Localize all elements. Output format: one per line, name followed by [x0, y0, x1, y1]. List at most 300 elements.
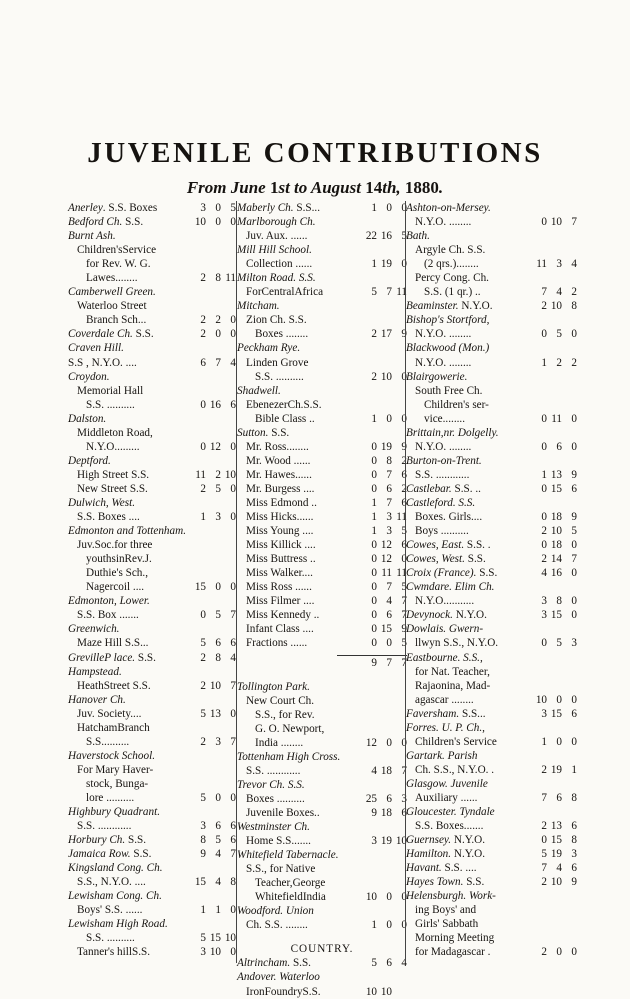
entry-heading: Kingsland Cong. Ch. [68, 862, 163, 875]
entry-subline: New Court Ch. [246, 694, 315, 707]
amount-pounds: 15 [194, 581, 206, 594]
entry-heading: Helensburgh. Work- [406, 890, 496, 903]
amount-shillings: 8 [556, 595, 562, 608]
contribution-entry [406, 468, 577, 482]
amount-pounds: 1 [371, 258, 377, 271]
amount-shillings: 0 [556, 946, 562, 959]
entry-label: Mr. Burgess .... [246, 482, 315, 495]
entry-label: Home S.S....... [246, 835, 311, 848]
entry-label: Anerley. S.S. Boxes [68, 202, 158, 214]
entry-label: Collection ...... [246, 258, 313, 271]
amount-pence: 11 [396, 511, 407, 524]
amount-pence: 10 [224, 932, 236, 945]
entry-amount [525, 482, 577, 496]
amount-pounds: 7 [541, 862, 547, 875]
entry-label: GrevilleP lace. S.S. [68, 651, 156, 664]
entry-label: Bedford Ch. S.S. [68, 216, 144, 229]
entry-amount [355, 285, 407, 299]
amount-shillings: 7 [386, 286, 392, 299]
contribution-entry [68, 580, 236, 594]
entry-heading: Glasgow. Juvenile [406, 777, 488, 790]
amount-shillings: 12 [380, 553, 392, 566]
amount-pounds: 0 [371, 623, 377, 636]
entry-subline: Linden Grove [246, 356, 309, 369]
entry-amount [355, 764, 407, 778]
amount-shillings: 15 [380, 623, 392, 636]
amount-pounds: 10 [535, 693, 547, 706]
amount-pounds: 0 [371, 609, 377, 622]
entry-amount [184, 791, 236, 805]
entry-label: Miss Killick .... [246, 539, 316, 552]
amount-shillings: 2 [556, 356, 562, 369]
amount-pounds: 1 [541, 735, 547, 748]
amount-pence: 7 [230, 848, 236, 861]
contribution-entry [237, 229, 407, 243]
entry-amount [525, 257, 577, 271]
amount-shillings: 6 [556, 791, 562, 804]
contribution-entry [68, 215, 236, 229]
contribution-entry [68, 679, 236, 693]
entry-amount [355, 510, 407, 524]
entry-heading: Marlborough Ch. [237, 216, 316, 229]
amount-shillings: 12 [380, 539, 392, 552]
entry-label: Havant. S.S. .... [406, 862, 477, 875]
entry-amount [184, 398, 236, 412]
amount-pounds: 2 [200, 651, 206, 664]
amount-pounds: 3 [200, 946, 206, 959]
entry-label: Maberly Ch. S.S... [237, 202, 320, 214]
contribution-entry [237, 468, 407, 482]
amount-shillings: 7 [386, 581, 392, 594]
contribution-entry [406, 735, 577, 749]
contribution-entry [68, 875, 236, 889]
entry-label: Infant Class .... [246, 623, 314, 636]
contribution-entry [406, 482, 577, 496]
entry-amount [525, 552, 577, 566]
amount-shillings: 8 [215, 651, 221, 664]
entry-amount [355, 566, 407, 580]
entry-heading: Forres. U. P. Ch., [406, 721, 485, 734]
entry-heading: Craven Hill. [68, 342, 124, 355]
entry-label: Guernsey. N.Y.O. [406, 834, 486, 847]
entry-heading: Mitcham. [237, 300, 280, 313]
entry-amount [184, 707, 236, 721]
amount-shillings: 8 [386, 454, 392, 467]
amount-pence: 0 [230, 440, 236, 453]
entry-heading: Blackwood (Mon.) [406, 342, 490, 355]
entry-amount [355, 229, 407, 243]
amount-pence: 9 [401, 440, 407, 453]
contribution-entry [68, 791, 236, 805]
entry-label: Horbury Ch. S.S. [68, 834, 147, 847]
amount-pence: 7 [401, 656, 407, 669]
entry-amount [525, 566, 577, 580]
amount-pence: 4 [571, 258, 577, 271]
entry-label: Coverdale Ch. S.S. [68, 328, 154, 341]
contribution-entry [68, 482, 236, 496]
amount-pounds: 5 [200, 932, 206, 945]
entry-heading: Ashton-on-Mersey. [406, 202, 491, 214]
amount-shillings: 19 [550, 763, 562, 776]
amount-pence: 8 [230, 876, 236, 889]
amount-pence: 6 [230, 834, 236, 847]
amount-pence: 4 [401, 957, 407, 970]
amount-shillings: 10 [209, 946, 221, 959]
spacer [237, 670, 407, 680]
contribution-entry [406, 440, 577, 454]
amount-pounds: 2 [541, 300, 547, 313]
entry-subline: EbenezerCh.S.S. [246, 398, 322, 411]
amount-pence: 0 [230, 581, 236, 594]
contribution-entry [237, 636, 407, 650]
entry-amount [184, 931, 236, 945]
amount-shillings: 7 [386, 468, 392, 481]
contribution-entry [237, 201, 407, 215]
amount-pence: 6 [571, 862, 577, 875]
amount-pence: 5 [571, 525, 577, 538]
entry-amount [355, 656, 407, 670]
entry-amount [184, 679, 236, 693]
contribution-entry [406, 594, 577, 608]
entry-label: Tanner's hillS.S. [77, 946, 151, 959]
contribution-entry [406, 285, 577, 299]
amount-pounds: 2 [371, 370, 377, 383]
entry-amount [525, 847, 577, 861]
entry-subline: Juv.Soc.for three [77, 539, 153, 552]
entry-subline: Memorial Hall [77, 384, 144, 397]
entry-subline: S.S., for Native [246, 863, 316, 876]
entry-heading: Milton Road. S.S. [237, 272, 316, 285]
amount-shillings: 0 [556, 735, 562, 748]
amount-pounds: 1 [541, 356, 547, 369]
contribution-entry [68, 510, 236, 524]
amount-pounds: 5 [200, 637, 206, 650]
amount-shillings: 4 [215, 848, 221, 861]
amount-shillings: 19 [380, 440, 392, 453]
amount-shillings: 0 [215, 328, 221, 341]
entry-subline: Percy Cong. Ch. [415, 272, 489, 285]
entry-amount [525, 735, 577, 749]
entry-heading: Lewisham High Road. [68, 918, 168, 931]
amount-pounds: 3 [200, 820, 206, 833]
amount-shillings: 18 [550, 539, 562, 552]
entry-label: Jamaica Row. S.S. [68, 848, 152, 861]
entry-amount [184, 651, 236, 665]
contribution-entry [237, 736, 407, 750]
entry-heading: Westminster Ch. [237, 821, 310, 834]
entry-amount [525, 285, 577, 299]
amount-pence: 7 [571, 216, 577, 229]
entry-label: Mr. Wood ...... [246, 454, 311, 467]
amount-pounds: 5 [200, 791, 206, 804]
entry-label: HeathStreet S.S. [77, 679, 151, 692]
amount-pounds: 0 [541, 440, 547, 453]
entry-label: Mr. Hawes...... [246, 468, 312, 481]
contribution-entry [406, 763, 577, 777]
amount-shillings: 10 [550, 216, 562, 229]
amount-pence: 6 [401, 539, 407, 552]
amount-pence [392, 985, 407, 999]
amount-shillings: 6 [386, 482, 392, 495]
amount-shillings: 5 [556, 328, 562, 341]
amount-shillings: 11 [381, 567, 392, 580]
amount-shillings: 13 [550, 820, 562, 833]
entry-heading: Gartark. Parish [406, 749, 478, 762]
entry-subline: Morning Meeting [415, 932, 495, 945]
entry-heading: Dulwich, West. [68, 496, 136, 509]
contribution-entry [68, 201, 236, 215]
contribution-entry [406, 791, 577, 805]
spacer [237, 932, 407, 942]
entry-amount [355, 370, 407, 384]
amount-shillings: 0 [386, 202, 392, 214]
entry-subline: Duthie's Sch., [86, 567, 148, 580]
entry-label: Ch. S.S., N.Y.O. . [415, 763, 495, 776]
contribution-entry [237, 510, 407, 524]
amount-shillings: 3 [386, 511, 392, 524]
contribution-entry [406, 861, 577, 875]
amount-shillings: 0 [215, 791, 221, 804]
contribution-entry [68, 313, 236, 327]
entry-label: (2 qrs.)........ [424, 258, 479, 271]
entry-label: Branch Sch... [86, 314, 147, 327]
entry-subline: ing Boys' and [415, 904, 477, 917]
entry-heading: Blairgowerie. [406, 370, 468, 383]
amount-shillings: 15 [550, 482, 562, 495]
entry-label: S.S. Boxes .... [77, 511, 140, 524]
page-subtitle: From June 1st to August 14th, 1880. [186, 178, 444, 197]
contribution-entry [237, 985, 407, 999]
amount-shillings: 0 [386, 891, 392, 904]
amount-pounds: 0 [541, 511, 547, 524]
entry-heading: Gloucester. Tyndale [406, 806, 495, 819]
amount-shillings: 0 [386, 736, 392, 749]
contribution-entry [406, 636, 577, 650]
amount-pounds: 2 [200, 272, 206, 285]
amount-pounds: 0 [541, 482, 547, 495]
contribution-entry [237, 792, 407, 806]
amount-pence: 0 [571, 609, 577, 622]
amount-shillings: 16 [209, 398, 221, 411]
contribution-entry [237, 834, 407, 848]
entry-heading: Greenwich. [68, 623, 120, 636]
amount-pounds: 2 [200, 735, 206, 748]
amount-pounds: 10 [365, 985, 377, 998]
entry-label: S.S. (1 qr.) .. [424, 286, 481, 299]
entry-amount [184, 580, 236, 594]
entry-amount [184, 215, 236, 229]
amount-shillings: 13 [550, 468, 562, 481]
entry-label: Faversham. S.S... [406, 707, 486, 720]
entry-amount [355, 440, 407, 454]
amount-pence: 8 [571, 300, 577, 313]
contribution-entry [237, 285, 407, 299]
amount-pence: 7 [401, 595, 407, 608]
amount-pounds: 7 [541, 791, 547, 804]
entry-label: WhitefieldIndia [255, 891, 326, 904]
amount-pounds: 8 [200, 834, 206, 847]
contribution-entry [406, 327, 577, 341]
contribution-entry [237, 594, 407, 608]
amount-shillings: 0 [386, 919, 392, 932]
amount-shillings: 16 [380, 230, 392, 243]
entry-heading: Peckham Rye. [237, 342, 301, 355]
contribution-entry [68, 356, 236, 370]
contribution-entry [406, 538, 577, 552]
amount-pence: 0 [230, 216, 236, 229]
contribution-entry [406, 257, 577, 271]
entry-amount [355, 956, 407, 970]
contribution-entry [68, 468, 236, 482]
entry-subline: Waterloo Street [77, 300, 147, 313]
entry-label: vice........ [424, 412, 466, 425]
entry-heading: Dowlais. Gwern- [406, 623, 484, 636]
entry-label: Boys' S.S. ...... [77, 904, 143, 917]
entry-label: Cowes, East. S.S. . [406, 539, 491, 552]
entry-label: Auxiliary ...... [415, 791, 478, 804]
entry-label: S.S. Boxes....... [415, 820, 484, 833]
amount-pounds: 0 [541, 539, 547, 552]
entry-amount [525, 945, 577, 959]
entry-subline: Children'sService [77, 244, 157, 257]
contribution-entry [237, 764, 407, 778]
entry-heading: Bath. [406, 230, 430, 243]
amount-pounds: 3 [371, 835, 377, 848]
entry-amount [525, 440, 577, 454]
contribution-entry [68, 847, 236, 861]
entry-amount [184, 875, 236, 889]
entry-heading: Deptford. [68, 454, 111, 467]
amount-pounds: 2 [200, 328, 206, 341]
amount-shillings: 4 [556, 286, 562, 299]
contribution-entry [237, 538, 407, 552]
amount-shillings: 5 [556, 637, 562, 650]
contribution-entry [68, 636, 236, 650]
amount-pence: 0 [230, 314, 236, 327]
entry-label: Boxes .......... [246, 792, 305, 805]
amount-pence: 0 [401, 258, 407, 271]
entry-amount [184, 608, 236, 622]
contribution-entry [237, 552, 407, 566]
entry-label: Croix (France). S.S. [406, 567, 498, 580]
section-heading: COUNTRY. [290, 943, 354, 956]
amount-pence: 11 [396, 567, 407, 580]
entry-label: agascar ........ [415, 693, 474, 706]
entry-subline: S.S., for Rev. [255, 708, 315, 721]
entry-amount [525, 875, 577, 889]
amount-pounds: 6 [200, 356, 206, 369]
amount-pence: 9 [401, 623, 407, 636]
entry-label: N.Y.O......... [86, 440, 140, 453]
amount-pounds: 3 [200, 202, 206, 214]
entry-label: Hayes Town. S.S. [406, 876, 485, 889]
amount-pounds: 5 [200, 707, 206, 720]
amount-pounds: 1 [200, 904, 206, 917]
amount-pence: 7 [230, 609, 236, 622]
entry-amount [184, 201, 236, 215]
amount-pence: 0 [571, 735, 577, 748]
amount-shillings: 19 [380, 835, 392, 848]
entry-amount [355, 985, 407, 999]
contribution-entry [237, 956, 407, 970]
amount-pounds: 0 [371, 567, 377, 580]
entry-amount [355, 594, 407, 608]
amount-shillings: 1 [215, 904, 221, 917]
entry-label: Miss Edmond .. [246, 496, 317, 509]
entry-label: Juvenile Boxes.. [246, 806, 320, 819]
amount-pence: 0 [401, 891, 407, 904]
contribution-entry [237, 370, 407, 384]
entry-amount [525, 468, 577, 482]
entry-label: Miss Kennedy .. [246, 609, 320, 622]
amount-pence: 0 [571, 946, 577, 959]
contribution-entry [237, 656, 407, 670]
contribution-entry [68, 833, 236, 847]
amount-pounds: 4 [371, 764, 377, 777]
entry-subline: Zion Ch. S.S. [246, 314, 307, 327]
amount-pence: 6 [401, 496, 407, 509]
amount-pence: 3 [401, 792, 407, 805]
amount-pence: 0 [571, 693, 577, 706]
amount-pounds: 3 [541, 609, 547, 622]
amount-shillings: 6 [215, 637, 221, 650]
contribution-entry [68, 327, 236, 341]
entry-label: New Street S.S. [77, 482, 148, 495]
amount-shillings: 3 [215, 511, 221, 524]
amount-pence: 8 [571, 834, 577, 847]
amount-pounds: 1 [541, 468, 547, 481]
entry-amount [525, 412, 577, 426]
contribution-entry [237, 580, 407, 594]
entry-subline: Argyle Ch. S.S. [415, 244, 486, 257]
entry-label: Altrincham. S.S. [237, 957, 311, 970]
amount-shillings: 15 [550, 834, 562, 847]
entry-label: Beaminster. N.Y.O. [406, 300, 493, 313]
entry-heading: Shadwell. [237, 384, 281, 397]
amount-pounds: 0 [541, 412, 547, 425]
contribution-entry [406, 875, 577, 889]
amount-shillings: 17 [380, 328, 392, 341]
entry-label: Juv. Aux. ...... [246, 230, 308, 243]
entry-amount [184, 903, 236, 917]
entry-subline: G. O. Newport, [255, 722, 325, 735]
entry-amount [525, 763, 577, 777]
amount-pounds: 3 [541, 595, 547, 608]
entry-amount [184, 819, 236, 833]
entry-amount [355, 538, 407, 552]
entry-amount [355, 552, 407, 566]
amount-shillings: 15 [209, 932, 221, 945]
contribution-entry [237, 327, 407, 341]
contribution-entry [406, 945, 577, 959]
amount-shillings: 5 [215, 482, 221, 495]
amount-pence: 0 [571, 328, 577, 341]
amount-pounds: 0 [200, 609, 206, 622]
amount-pounds: 5 [541, 848, 547, 861]
entry-amount [355, 834, 407, 848]
contribution-entry [68, 735, 236, 749]
entry-subline: Middleton Road, [77, 426, 153, 439]
entry-amount [525, 791, 577, 805]
amount-pence: 2 [571, 356, 577, 369]
amount-shillings: 6 [386, 609, 392, 622]
amount-shillings: 10 [550, 876, 562, 889]
entry-label: Miss Hicks...... [246, 511, 314, 524]
entry-heading: Brittain,nr. Dolgelly. [406, 426, 499, 439]
entry-subline: Children's ser- [424, 398, 489, 411]
amount-pence: 3 [571, 637, 577, 650]
amount-pence: 0 [401, 553, 407, 566]
